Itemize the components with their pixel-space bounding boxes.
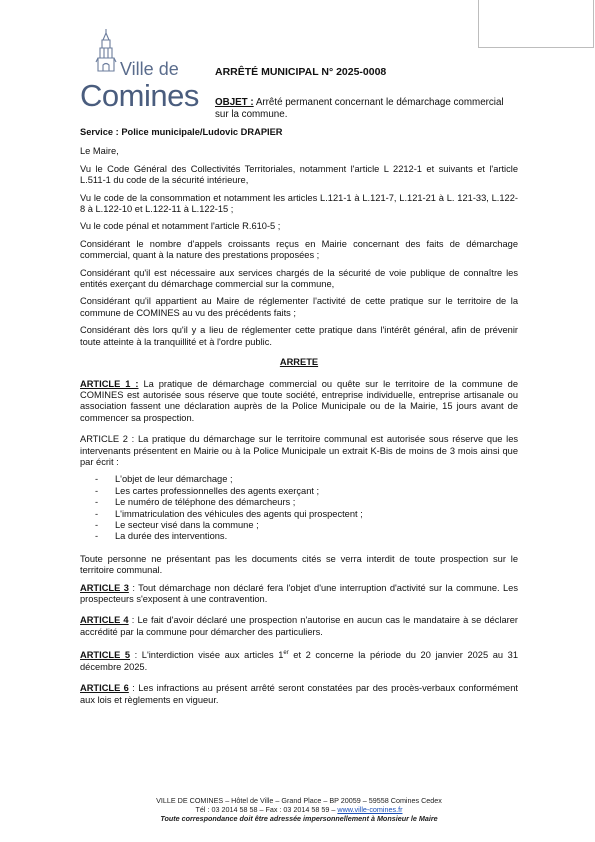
footer-contact [80, 805, 518, 814]
le-maire: Le Maire, [80, 146, 119, 157]
service-line: Service : Police municipale/Ludovic DRAPIER [80, 127, 283, 137]
article-1 [80, 379, 518, 425]
footer-website-link[interactable]: www.ville-comines.fr [337, 805, 403, 815]
footer-address: VILLE DE COMINES – Hôtel de Ville – Grand Place – BP 20059 – 59558 Comines Cedex [156, 796, 442, 805]
vu-paragraph-2: Vu le code de la consommation et notamment les articles L.121-1 à L.121-7, L.121-21 à L. 121-33, L.122-8 à L.122-10 et L.122-11 à L.122-15 ; [80, 192, 518, 215]
objet-text: Arrêté permanent concernant le démarchage commercial sur la commune. [215, 97, 504, 120]
article-4 [80, 615, 518, 638]
list-item: - La durée des interventions. [115, 531, 518, 542]
considerant-3: Considérant qu'il appartient au Maire de réglementer l'activité de cette pratique sur le territoire de la commune de COMINES au vu des précédents faits ; [80, 296, 518, 318]
article-5-text-b: et 2 concerne la période du 20 janvier 2025 au 31 décembre 2025. [80, 650, 518, 672]
objet-label: OBJET : [215, 97, 254, 108]
article-4-text: : Le fait d'avoir déclaré une prospection n'autorise en aucun cas le mandataire à se déclarer accrédité par la commune pour démarcher des particuliers. [80, 615, 518, 637]
article-2 [80, 434, 518, 468]
decree-object [215, 97, 515, 121]
article-5-label: ARTICLE 5 [80, 650, 131, 661]
article-6-label: ARTICLE 6 [80, 683, 129, 694]
article-1-label: ARTICLE 1 : [80, 378, 139, 389]
logo-ville-text: Ville de [120, 59, 179, 79]
stamp-box [478, 0, 594, 48]
article-4-label: ARTICLE 4 [80, 615, 129, 626]
list-item: - L'immatriculation des véhicules des agents qui prospectent ; [115, 509, 518, 520]
footer-notice: Toute correspondance doit être adressée impersonnellement à Monsieur le Maire [160, 814, 438, 824]
considerant-4: Considérant dès lors qu'il y a lieu de réglementer cette pratique dans l'intérêt général, afin de prévenir toute atteinte à la tranquillité et à l'ordre public. [80, 325, 518, 347]
vu-paragraph-1: Vu le Code Général des Collectivités Territoriales, notamment l'article L 2212-1 et suivants et l'article L.511-1 du code de la sécurité intérieure, [80, 163, 518, 186]
article-5 [80, 648, 518, 673]
list-item: - Le secteur visé dans la commune ; [115, 520, 518, 531]
footer-phone: Tél : 03 2014 58 58 – Fax : 03 2014 58 59 – [195, 805, 338, 815]
arrete-heading: ARRETE [279, 357, 319, 368]
vu-paragraph-3: Vu le code pénal et notamment l'article R.610-5 ; [80, 221, 281, 232]
article-1-text: La pratique de démarchage commercial ou quête sur le territoire de la commune de COMINES est autorisée sous réserve que toute société, entreprise individuelle, entreprise artisanale ou association fassent une déclaration auprès de la Police Municipale ou de la Mairie, 15 jours avant de commencer sa prospection. [80, 378, 518, 423]
list-item: - Le numéro de téléphone des démarcheurs ; [115, 497, 518, 508]
document-body [80, 127, 518, 716]
article-3 [80, 583, 518, 606]
article-3-label: ARTICLE 3 [80, 582, 129, 593]
article-2-label: ARTICLE 2 : [80, 434, 135, 445]
footer [80, 796, 518, 824]
article-2-text: La pratique du démarchage sur le territoire communal est autorisée sous réserve que les intervenants présentent en Mairie ou à la Police Municipale un extrait K-Bis de moins de 3 mois ainsi que par écrit : [80, 434, 519, 467]
article-6-text: : Les infractions au présent arrêté seront constatées par des procès-verbaux conformément aux lois et règlements en vigueur. [80, 683, 518, 705]
requirements-list [80, 474, 518, 542]
logo [78, 26, 199, 113]
article-6 [80, 683, 518, 706]
belfry-logo-icon [92, 28, 120, 72]
considerant-2: Considérant qu'il est nécessaire aux services chargés de la sécurité de voie publique de connaître les entités exerçant du démarchage commercial sur la commune, [80, 267, 518, 290]
decree-title: ARRÊTÉ MUNICIPAL N° 2025-0008 [215, 66, 387, 78]
list-item: - Les cartes professionnelles des agents exerçant ; [115, 486, 518, 497]
article-3-text: : Tout démarchage non déclaré fera l'objet d'une interruption d'activité sur la commune. Les prospecteurs s'exposent à une contravention. [80, 582, 518, 604]
after-list-paragraph: Toute personne ne présentant pas les documents cités se verra interdit de toute prospection sur le territoire communal. [80, 553, 518, 576]
logo-comines-text: Comines [80, 78, 199, 113]
considerant-1: Considérant le nombre d'appels croissants reçus en Mairie concernant des faits de démarchage commercial, quant à la nature des prestations proposées ; [80, 238, 518, 261]
article-5-text-a: : L'interdiction visée aux articles 1 [130, 650, 284, 661]
article-5-sup: er [283, 650, 289, 657]
list-item: - L'objet de leur démarchage ; [115, 474, 518, 485]
